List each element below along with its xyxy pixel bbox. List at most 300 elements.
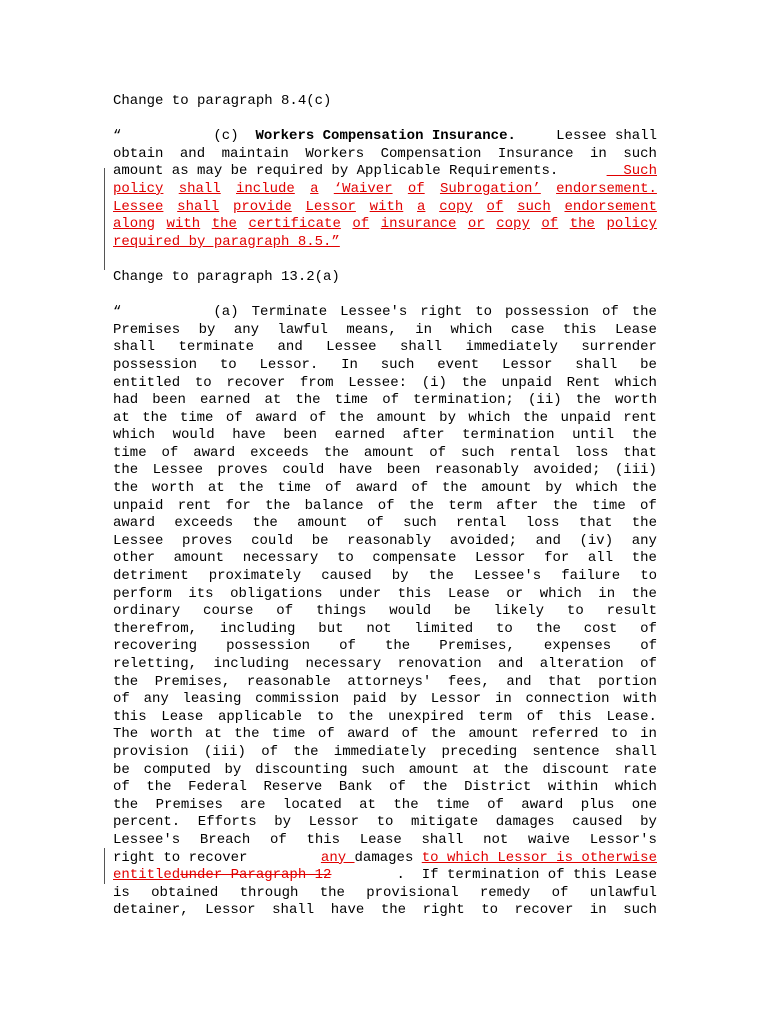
word: endorsement [564,198,657,215]
word: reasonably [434,462,519,479]
word: Lessor's [589,831,657,848]
word: at [264,392,282,409]
word: Subrogation’ [439,180,541,197]
word: would [172,427,215,444]
word: of [601,304,619,321]
word: which [539,585,582,602]
word: in [589,902,607,919]
word: have [330,902,365,919]
word: commission [255,691,340,708]
word: the [323,444,350,461]
word: limited [414,620,474,637]
word: Premises [113,321,181,338]
word: result [606,603,657,620]
word: exceeds [174,515,234,532]
word: in [640,726,657,743]
word: for [544,550,570,567]
document-page [113,93,657,920]
word: could [251,532,294,549]
word: failure [561,568,621,585]
word: exceeds [250,444,309,461]
word: the [113,673,139,690]
word: amount [376,409,427,426]
word: its [188,585,214,602]
word: avoided; [533,462,601,479]
word: or [467,216,485,233]
word: after [402,427,445,444]
para2-line [113,480,657,498]
para2-line [113,779,657,797]
word: amount [363,444,415,461]
word: the [569,216,595,233]
word: the [522,409,549,426]
word: policy [606,216,657,233]
word: caused [321,568,372,585]
word: such [460,444,495,461]
word: immediately [333,743,427,760]
para2-line [113,656,657,674]
word: the [422,779,448,796]
word: shall [614,743,657,760]
word: award [521,796,564,813]
word: termination [462,427,555,444]
word: with [369,198,404,215]
word: by [400,691,418,708]
word: award [193,444,236,461]
word: Lessee [326,339,377,356]
word: the [631,515,657,532]
word: damages [495,814,555,831]
word: connection [525,691,610,708]
word: referred [531,726,599,743]
word: include [236,180,295,197]
word: is [113,884,130,901]
para2-line [113,357,657,375]
word: under [339,585,382,602]
para1-line-1: “ (c) Workers Compensation Insurance. Lessee shall [113,128,657,145]
word: to [194,374,212,391]
word: necessary [305,656,382,672]
word: which [575,480,618,497]
word: term [478,708,513,725]
word: the [295,392,321,409]
word: Lease [614,321,657,338]
word: of [382,392,400,409]
word: maintain [221,145,289,162]
word: remedy [479,884,531,901]
word: the [631,427,657,444]
word: to [336,550,354,567]
word: amount [481,480,532,497]
inserted-line [113,199,657,217]
para2-line [113,814,657,832]
word: unpaid [501,374,552,391]
para2-line [113,533,657,551]
word: of [541,216,559,233]
para2-line [113,498,657,516]
word: earned [334,427,385,444]
para2-line [113,603,657,621]
word: possession [113,356,198,373]
word: provisional [366,884,459,901]
word: lawful [277,321,328,338]
word: likely [493,603,545,620]
word: such [623,145,657,162]
word: that [548,673,582,690]
word: of [407,180,425,197]
word: the [319,884,345,901]
para2-line [113,375,657,393]
word: shall [113,339,156,356]
word: of [411,480,429,497]
deleted-text: under Paragraph 12 [180,867,332,884]
word: loss [525,515,560,532]
word: terminate [178,339,255,356]
word: to [496,620,513,637]
word: course [203,603,254,620]
word: one [631,796,657,813]
word: rent [623,409,657,426]
word: term [448,497,482,514]
word: Rent [566,374,601,391]
word: and [535,532,561,549]
word: of [640,497,657,514]
word: for [225,497,251,514]
word: fees, [447,673,490,690]
word: rental [509,444,560,461]
word: (iii) [203,743,246,760]
para2-line [113,550,657,568]
word: Lessee's [113,831,181,848]
inserted-text: required by paragraph 8.5.” [113,233,340,250]
inserted-line [113,181,657,199]
para2-line [113,691,657,709]
word: to [376,814,394,831]
word: in [494,691,512,708]
word: balance [304,497,364,514]
word: ‘Waiver [333,180,393,197]
word: copy [439,198,473,215]
word: the [631,304,657,321]
word: the [384,638,411,655]
word: of [486,198,504,215]
word: such [403,515,437,532]
word: plus [580,796,615,813]
word: be [311,532,329,549]
word: Insurance [497,145,574,162]
word: been [152,392,186,409]
word: shall [272,902,315,919]
word: mitigate [410,814,479,831]
word: the [293,743,319,760]
para2-line [113,515,657,533]
para2-line [113,586,657,604]
word: which [468,409,511,426]
word: of [113,691,130,708]
word: to [316,708,334,725]
para2-line [113,462,657,480]
word: loss [574,444,609,461]
word: case [510,321,545,338]
word: the [631,550,657,567]
word: Premises, [439,638,515,655]
word: Lessee [152,462,204,479]
word: to [640,568,657,585]
para2-line [113,902,657,920]
word: the [393,796,419,813]
word: could [282,462,325,479]
para2-line [113,726,657,744]
word: this [306,831,341,848]
word: this [397,585,432,602]
word: the [211,216,237,233]
word: the [575,392,601,409]
word: obtained [151,884,219,901]
word: time [277,480,312,497]
word: sentence [532,743,600,760]
word: of [352,216,370,233]
word: with [623,691,657,708]
para2-line-1: “ (a) Terminate Lessee's right to possession of the [113,304,657,321]
word: Compensation [380,145,482,162]
word: the [252,515,278,532]
word: Lease [447,585,490,602]
word: which [614,374,657,391]
word: reasonably [347,532,432,549]
word: Lessee's [340,304,408,321]
inserted-text: to which Lessor is otherwise [421,849,657,866]
word: preceding [441,743,518,760]
word: Lessor [205,902,256,919]
word: the [631,585,657,602]
word: shall [400,339,443,356]
word: unexpired [388,708,464,725]
word: and [277,339,303,356]
word: that [578,515,613,532]
para2-line [113,797,657,815]
word: District [464,779,532,796]
word: worth [152,480,195,497]
word: the [380,902,407,919]
word: would [389,603,432,620]
para2-revision-line-2: entitledunder Paragraph 12 . If termination of this Lease [113,867,657,884]
word: immediately [465,339,558,356]
word: possession [226,638,311,655]
para2-line [113,638,657,656]
para1-line-2 [113,146,657,164]
para1-line-3: amount as may be required by Applicable Requirements. Such [113,163,657,180]
word: Terminate [251,304,328,321]
word: by [224,761,242,778]
word: including [219,620,296,637]
inserted-text: any [320,849,355,866]
word: which [614,779,657,796]
word: be [454,603,471,620]
word: provide [232,198,292,215]
word: ordinary [113,603,181,620]
word: perform [113,585,172,602]
word: to [475,304,493,321]
word: worth [150,726,193,743]
word: proves [182,532,233,549]
word: Reserve [263,779,323,796]
para2-line [113,885,657,903]
word: of [526,708,544,725]
word: located [282,796,342,813]
word: the [552,497,578,514]
word: Lessor. [259,356,319,373]
word: detainer, [113,902,189,919]
word: amount [468,726,519,743]
word: of [640,620,657,637]
inserted-text: Such [606,163,657,180]
word: that [623,444,657,461]
word: of [377,497,395,514]
word: (iv) [579,532,614,549]
word: of [161,444,179,461]
word: Bank [338,779,373,796]
word: event [437,356,480,373]
word: policy [113,180,164,197]
word: the [408,497,435,514]
word: or [506,585,524,602]
word: therefrom, [113,620,198,637]
para2-line [113,392,657,410]
word: award [347,726,390,743]
word: rental [456,515,507,532]
word: through [239,884,299,901]
word: award [255,409,298,426]
word: including [213,656,290,672]
word: in [415,321,433,338]
word: certificate [248,216,341,233]
word: shall [421,831,464,848]
word: after [496,497,539,514]
word: have [338,462,373,479]
word: reasonable [246,673,331,690]
word: and [179,145,206,162]
word: time [592,497,626,514]
word: of [317,726,335,743]
word: of [309,409,327,426]
word: paid [352,691,387,708]
word: earned [199,392,251,409]
word: of [276,603,294,620]
para2-line [113,762,657,780]
word: award [355,480,398,497]
para2-line [113,568,657,586]
word: at [113,409,130,426]
word: (i) [421,374,447,391]
inserted-line [113,216,657,234]
para1-last-line [113,234,657,252]
word: at [205,726,222,743]
word: which [450,321,493,338]
word: Lessor [430,691,482,708]
word: portion [598,673,657,690]
word: caused [572,814,623,831]
inserted-text: entitled [113,867,181,884]
word: been [283,427,317,444]
word: not [483,831,509,848]
word: by [545,480,563,497]
word: time [334,392,369,409]
word: are [240,796,266,813]
word: the [113,480,139,497]
word: Lease [359,831,402,848]
word: such [361,761,395,778]
word: unpaid [560,409,611,426]
word: a [417,198,426,215]
word: such [623,902,657,919]
word: by [439,409,456,426]
word: from [299,374,334,391]
para2-line [113,322,657,340]
para2-line [113,621,657,639]
heading-paragraph-13-2a: Change to paragraph 13.2(a) [113,268,340,285]
word: of [261,743,279,760]
word: Efforts [197,814,257,831]
word: the [113,462,139,479]
word: rate [623,761,657,778]
word: and [506,673,532,690]
word: cost [583,620,618,637]
para2-line [113,410,657,428]
word: the [348,708,374,725]
word: this [562,321,597,338]
word: by [391,568,409,585]
word: entitled [113,374,181,391]
word: provision [113,743,189,760]
word: the [338,409,364,426]
word: In [341,356,358,373]
word: at [359,796,376,813]
word: unlawful [589,884,657,901]
para2-line [113,709,657,727]
word: proves [217,462,268,479]
para2-revision-line-1: right to recover any damages to which Lessor is otherwise [113,849,657,866]
revision-bar-2 [104,848,105,884]
word: of [429,444,447,461]
word: not [366,620,392,637]
word: necessary [242,550,319,567]
word: with [166,216,201,233]
word: computed [143,761,211,778]
word: time [113,444,147,461]
word: possession [504,304,589,321]
word: within [547,779,599,796]
word: the [631,480,657,497]
word: by [274,814,291,831]
word: amount [408,761,460,778]
word: termination; [413,392,514,409]
word: applicable [218,708,303,725]
word: by [198,321,216,338]
word: of [324,480,342,497]
word: the [234,726,260,743]
word: along [113,216,156,233]
word: until [572,427,615,444]
word: the [146,779,172,796]
word: and [498,656,524,672]
word: things [315,603,367,620]
word: Lease. [606,708,657,725]
word: of [366,515,384,532]
word: means, [346,321,397,338]
word: of [269,831,287,848]
word: Lessee: [348,374,408,391]
word: time [179,409,214,426]
